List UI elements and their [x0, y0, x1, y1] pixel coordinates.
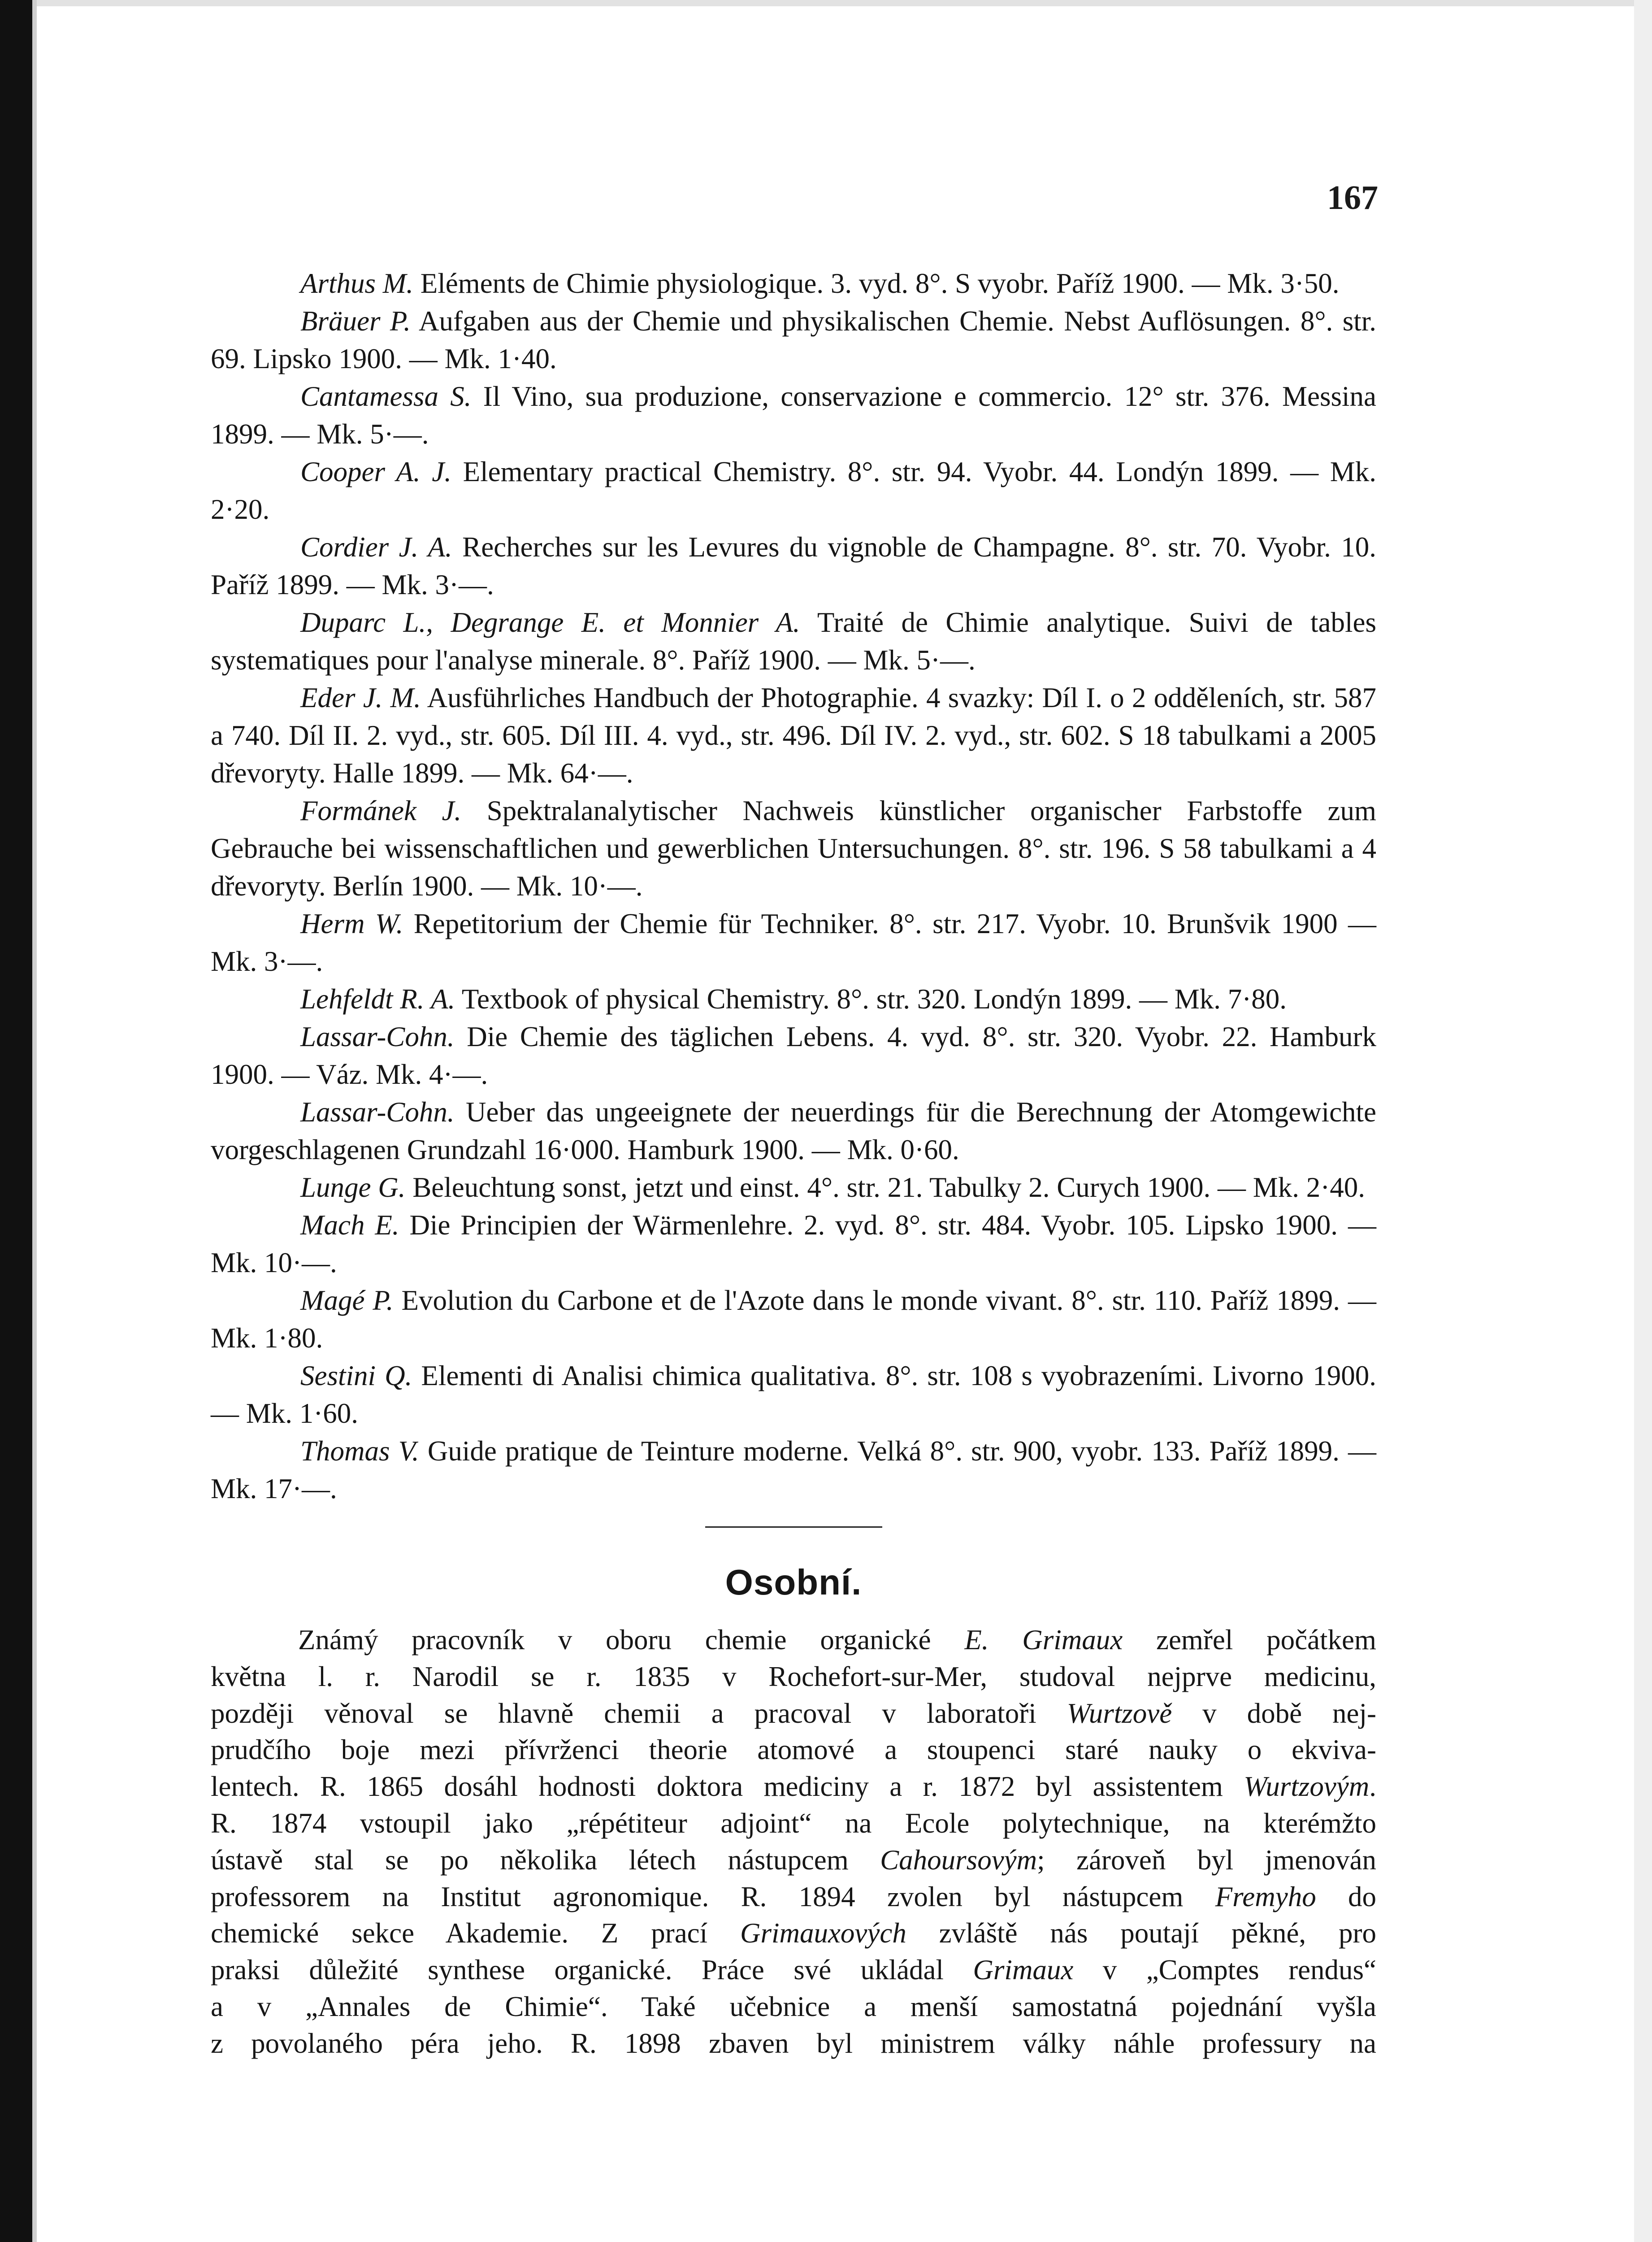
section-heading: Osobní. [725, 1562, 862, 1602]
bibliography-author: Lehfeldt R. A. [300, 983, 455, 1015]
obituary-line [211, 1768, 1376, 1805]
person-name: Fremyho [1215, 1881, 1316, 1912]
bibliography-citation: Guide pratique de Teinture moderne. Velká 8°. str. 900, vyobr. 133. Paříž 1899. — Mk. 17·—. [211, 1435, 1376, 1504]
bibliography-author: Eder J. M. [300, 682, 421, 713]
person-name: Cahoursovým [880, 1844, 1037, 1876]
obituary-line [211, 1659, 1376, 1695]
bibliography-entry [211, 1018, 1376, 1093]
bibliography-citation: Beleuchtung sonst, jetzt und einst. 4°. str. 21. Tabulky 2. Curych 1900. — Mk. 2·40. [405, 1172, 1365, 1203]
obituary-line [211, 1989, 1376, 2025]
obituary-text: zvláště nás poutají pěkné, pro [906, 1917, 1376, 1949]
bibliography-citation: Ueber das ungeeignete der neuerdings für die Berechnung der Atomgewichte vorgeschlagenen Grundzahl 16·000. Hamburk 1900. — Mk. 0·60. [211, 1096, 1376, 1165]
bibliography-author: Cantamessa S. [300, 381, 472, 412]
bibliography-citation: Recherches sur les Levures du vignoble de Champagne. 8°. str. 70. Vyobr. 10. Paříž 1899. — Mk. 3·—. [211, 531, 1376, 600]
obituary-text: chemické sekce Akademie. Z prací [211, 1917, 740, 1949]
bibliography-citation: Aufgaben aus der Chemie und physikalischen Chemie. Nebst Auflösungen. 8°. str. 69. Lipsko 1900. — Mk. 1·40. [211, 305, 1376, 374]
bibliography-entry [211, 265, 1376, 302]
obituary-line [211, 1842, 1376, 1879]
bibliography-author: Mach E. [300, 1209, 399, 1241]
obituary-line [211, 1952, 1376, 1989]
obituary-line [211, 1695, 1376, 1732]
obituary-line [211, 1915, 1376, 1952]
page-number: 167 [1327, 179, 1378, 217]
obituary-text: později věnoval se hlavně chemii a pracoval v laboratoři [211, 1697, 1067, 1729]
bibliography-citation: Evolution du Carbone et de l'Azote dans le monde vivant. 8°. str. 110. Paříž 1899. — Mk. 1·80. [211, 1285, 1376, 1354]
bibliography-author: Bräuer P. [300, 305, 411, 337]
bibliography-citation: Ausführliches Handbuch der Photographie. 4 svazky: Díl I. o 2 odděleních, str. 587 a 740. Díl II. 2. vyd., str. 605. Díl III. 4. vyd., str. 496. Díl IV. 2. vyd., str. 602. S 18 tabulkami a 2005 dřevoryty. Halle 1899. — Mk. 64·—. [211, 682, 1376, 789]
bibliography-author: Formánek J. [300, 795, 462, 826]
obituary-line [211, 2025, 1376, 2062]
bibliography-author: Cordier J. A. [300, 531, 452, 563]
bibliography-entry [211, 679, 1376, 792]
person-name: E. Grimaux [964, 1624, 1123, 1655]
section-divider [705, 1526, 882, 1528]
bibliography-author: Herm W. [300, 908, 403, 939]
obituary-text: lentech. R. 1865 dosáhl hodnosti doktora mediciny a r. 1872 byl assistentem [211, 1771, 1244, 1803]
bibliography-author: Arthus M. [300, 268, 413, 299]
obituary-text: a v „Annales de Chimie“. Také učebnice a menší samostatná pojednání vyšla [211, 1990, 1376, 2022]
obituary-paragraph [211, 1622, 1376, 2062]
scan-top-edge [37, 0, 1652, 6]
obituary-text: praksi důležité synthese organické. Práce své ukládal [211, 1954, 973, 1986]
bibliography-author: Lunge G. [300, 1172, 406, 1203]
bibliography-list [211, 265, 1376, 1508]
obituary-text: Známý pracovník v oboru chemie organické [298, 1624, 965, 1655]
bibliography-entry [211, 1206, 1376, 1282]
obituary-text: ; zároveň byl jmenován [1037, 1844, 1376, 1876]
page-content [211, 265, 1376, 2062]
scan-binding-shadow [32, 0, 37, 2242]
bibliography-citation: Repetitorium der Chemie für Techniker. 8°. str. 217. Vyobr. 10. Brunšvik 1900 — Mk. 3·—. [211, 908, 1376, 977]
obituary-text: května l. r. Narodil se r. 1835 v Rochefort-sur-Mer, studoval nejprve medicinu, [211, 1660, 1376, 1692]
bibliography-author: Lassar-Cohn. [300, 1096, 455, 1128]
obituary-text: v „Comptes rendus“ [1073, 1954, 1376, 1986]
bibliography-entry [211, 1169, 1376, 1206]
bibliography-entry [211, 453, 1376, 528]
bibliography-citation: Textbook of physical Chemistry. 8°. str. 320. Londýn 1899. — Mk. 7·80. [455, 983, 1287, 1015]
bibliography-author: Cooper A. J. [300, 456, 452, 487]
obituary-text: ústavě stal se po několika létech nástupcem [211, 1844, 880, 1876]
bibliography-citation: Traité de Chimie analytique. Suivi de tables systematiques pour l'analyse minerale. 8°. Paříž 1900. — Mk. 5·—. [211, 607, 1376, 676]
bibliography-entry [211, 302, 1376, 378]
bibliography-entry [211, 905, 1376, 980]
obituary-line [211, 1805, 1376, 1842]
bibliography-citation: Il Vino, sua produzione, conservazione e commercio. 12° str. 376. Messina 1899. — Mk. 5·—. [211, 381, 1377, 450]
bibliography-author: Sestini Q. [300, 1360, 412, 1391]
bibliography-author: Thomas V. [300, 1435, 419, 1467]
bibliography-entry [211, 1432, 1376, 1508]
bibliography-author: Lassar-Cohn. [300, 1021, 455, 1052]
obituary-line [211, 1622, 1376, 1659]
bibliography-entry [211, 604, 1376, 679]
bibliography-citation: Eléments de Chimie physiologique. 3. vyd. 8°. S vyobr. Paříž 1900. — Mk. 3·50. [413, 268, 1340, 299]
person-name: Grimaux [973, 1954, 1074, 1986]
obituary-text: v době nej- [1172, 1697, 1376, 1729]
bibliography-entry [211, 1357, 1376, 1432]
bibliography-citation: Die Principien der Wärmenlehre. 2. vyd. 8°. str. 484. Vyobr. 105. Lipsko 1900. — Mk. 10·—. [211, 1209, 1376, 1278]
bibliography-entry [211, 792, 1376, 905]
bibliography-entry [211, 1093, 1376, 1169]
person-name: Wurtzovým [1244, 1771, 1370, 1803]
obituary-text: . [1369, 1771, 1376, 1803]
bibliography-entry [211, 528, 1376, 604]
bibliography-author: Duparc L., Degrange E. et Monnier A. [300, 607, 800, 638]
person-name: Wurtzově [1067, 1697, 1172, 1729]
obituary-text: professorem na Institut agronomique. R. 1894 zvolen byl nástupcem [211, 1881, 1215, 1912]
obituary-text: R. 1874 vstoupil jako „répétiteur adjoint“ na Ecole polytechnique, na kterémžto [211, 1807, 1376, 1839]
bibliography-entry [211, 980, 1376, 1018]
obituary-text: prudčího boje mezi přívrženci theorie atomové a stoupenci staré nauky o ekviva- [211, 1734, 1376, 1766]
obituary-text: z povolaného péra jeho. R. 1898 zbaven byl ministrem války náhle professury na [211, 2027, 1376, 2059]
bibliography-citation: Spektralanalytischer Nachweis künstlicher organischer Farbstoffe zum Gebrauche bei wissenschaftlichen und gewerblichen Untersuchungen. 8°. str. 196. S 58 tabulkami a 4 dřevoryty. Berlín 1900. — Mk. 10·—. [211, 795, 1376, 902]
bibliography-citation: Elementi di Analisi chimica qualitativa. 8°. str. 108 s vyobrazeními. Livorno 1900. — Mk. 1·60. [211, 1360, 1376, 1429]
obituary-text: zemřel počátkem [1123, 1624, 1376, 1655]
bibliography-citation: Elementary practical Chemistry. 8°. str. 94. Vyobr. 44. Londýn 1899. — Mk. 2·20. [211, 456, 1376, 525]
bibliography-entry [211, 1282, 1376, 1357]
bibliography-entry [211, 378, 1376, 453]
bibliography-citation: Die Chemie des täglichen Lebens. 4. vyd. 8°. str. 320. Vyobr. 22. Hamburk 1900. — Váz. Mk. 4·—. [211, 1021, 1376, 1090]
bibliography-author: Magé P. [300, 1285, 394, 1316]
obituary-line [211, 1879, 1376, 1916]
scan-right-edge [1634, 0, 1652, 2242]
obituary-text: do [1316, 1881, 1376, 1912]
scan-binding-edge [0, 0, 32, 2242]
person-name: Grimauxových [740, 1917, 906, 1949]
obituary-line [211, 1732, 1376, 1768]
